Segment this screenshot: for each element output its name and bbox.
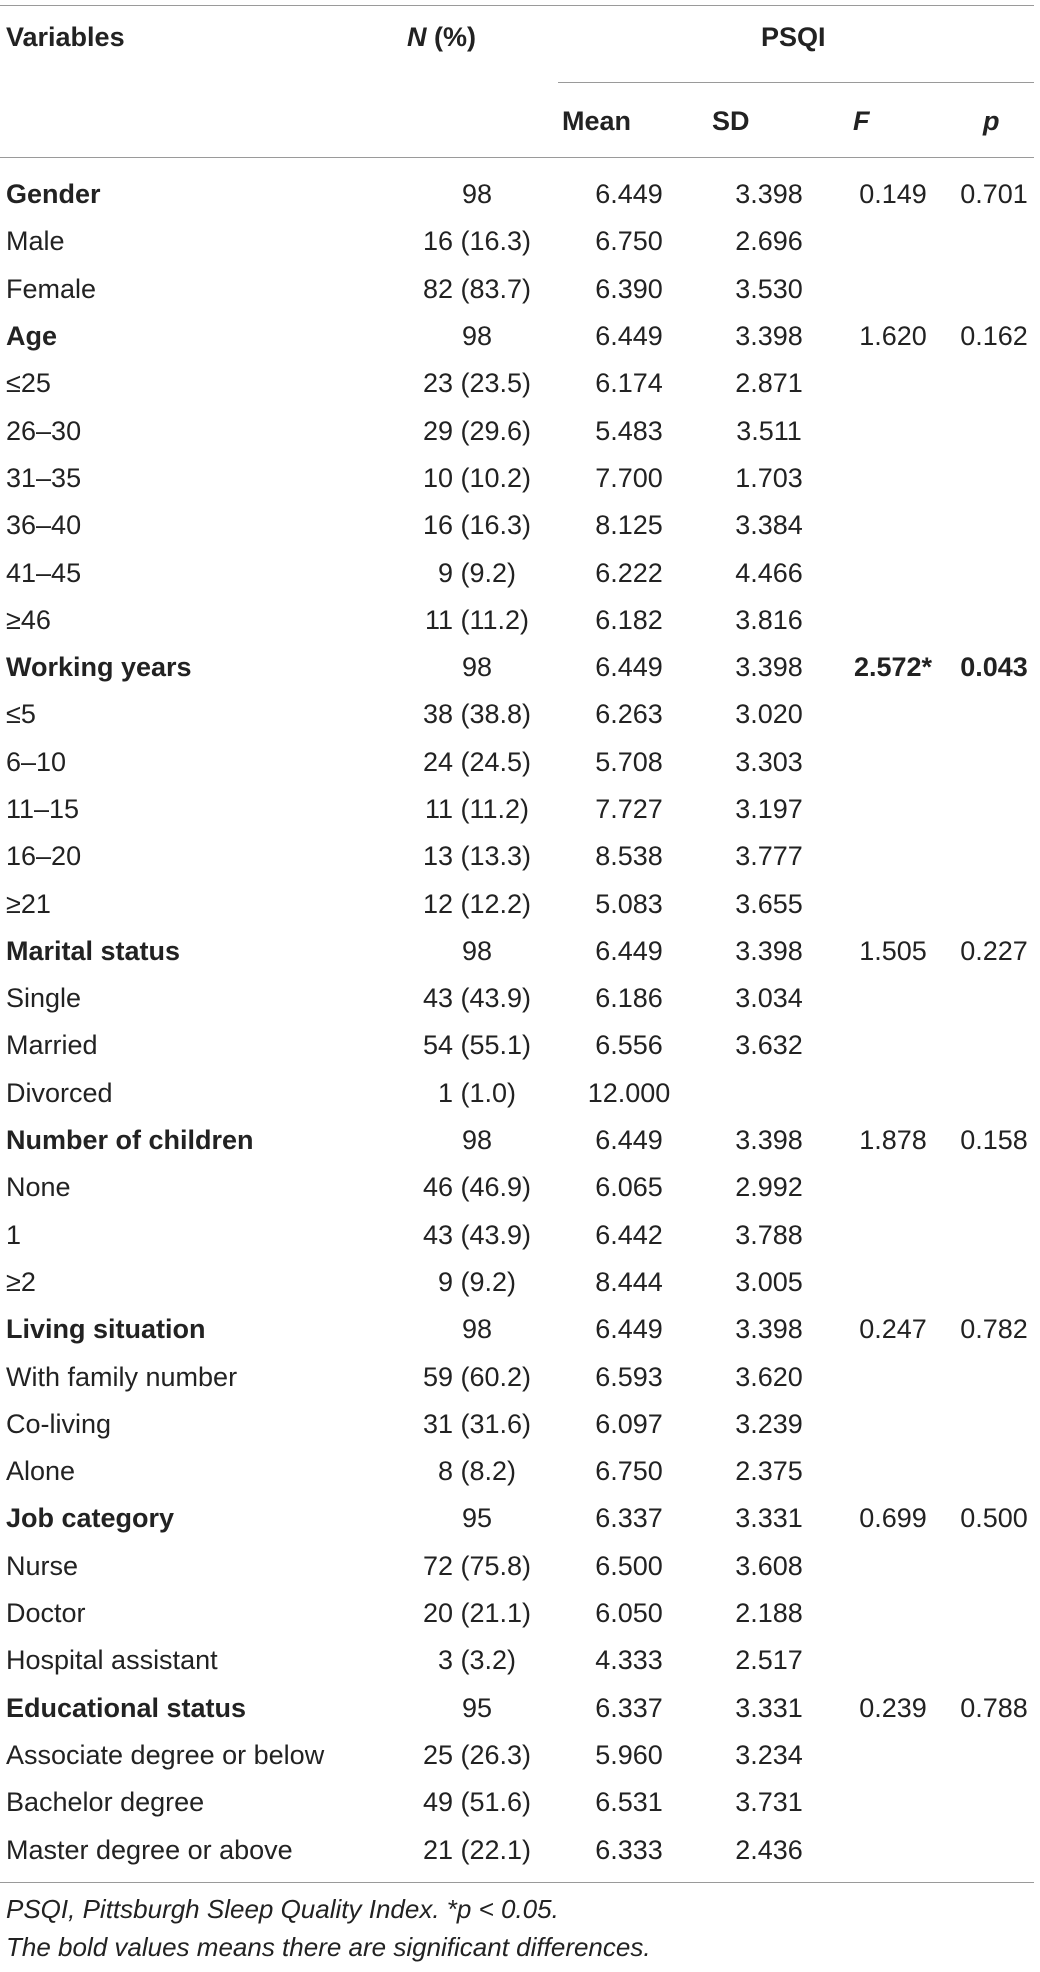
cell-p bbox=[948, 1353, 1040, 1400]
cell-f: 0.239 bbox=[859, 1692, 927, 1723]
cell-variable: Associate degree or below bbox=[6, 1739, 325, 1770]
cell-mean: 5.708 bbox=[595, 746, 663, 777]
cell-f bbox=[838, 407, 948, 454]
cell-mean: 6.449 bbox=[595, 179, 663, 210]
cell-f bbox=[838, 455, 948, 502]
cell-p bbox=[948, 597, 1040, 644]
cell-sd: 3.788 bbox=[735, 1219, 803, 1250]
cell-p: 0.227 bbox=[960, 935, 1028, 966]
cell-n-percent: 59 (60.2) bbox=[422, 1361, 532, 1392]
cell-p bbox=[948, 1637, 1040, 1684]
table-row bbox=[0, 1401, 1040, 1448]
cell-sd: 3.005 bbox=[735, 1266, 803, 1297]
cell-f bbox=[838, 1353, 948, 1400]
cell-f bbox=[838, 549, 948, 596]
cell-f: 0.247 bbox=[859, 1314, 927, 1345]
cell-variable: Age bbox=[6, 321, 58, 352]
cell-sd: 3.398 bbox=[735, 652, 803, 683]
cell-sd: 2.992 bbox=[735, 1172, 803, 1203]
cell-mean: 6.263 bbox=[595, 699, 663, 730]
cell-sd: 3.398 bbox=[735, 179, 803, 210]
cell-sd: 4.466 bbox=[735, 557, 803, 588]
cell-sd: 2.436 bbox=[735, 1834, 803, 1865]
table-row bbox=[0, 266, 1040, 313]
cell-p bbox=[948, 1164, 1040, 1211]
cell-mean: 6.750 bbox=[595, 1456, 663, 1487]
cell-mean: 6.449 bbox=[595, 935, 663, 966]
cell-mean: 6.186 bbox=[595, 983, 663, 1014]
cell-sd: 2.188 bbox=[735, 1598, 803, 1629]
cell-variable: Male bbox=[6, 226, 65, 257]
cell-mean: 8.538 bbox=[595, 841, 663, 872]
cell-p bbox=[948, 691, 1040, 738]
cell-f bbox=[838, 1401, 948, 1448]
cell-mean: 6.593 bbox=[595, 1361, 663, 1392]
cell-mean: 8.444 bbox=[595, 1266, 663, 1297]
cell-sd: 3.398 bbox=[735, 1314, 803, 1345]
cell-variable: Doctor bbox=[6, 1598, 86, 1629]
table-row bbox=[0, 549, 1040, 596]
cell-mean: 5.483 bbox=[595, 415, 663, 446]
cell-variable: 31–35 bbox=[6, 462, 82, 493]
cell-p bbox=[948, 739, 1040, 786]
table-row bbox=[0, 1590, 1040, 1637]
cell-mean: 6.222 bbox=[595, 557, 663, 588]
cell-variable: 16–20 bbox=[6, 841, 82, 872]
cell-variable: ≥21 bbox=[6, 888, 51, 919]
cell-mean: 7.700 bbox=[595, 462, 663, 493]
cell-sd: 1.703 bbox=[735, 462, 803, 493]
cell-sd: 3.234 bbox=[735, 1739, 803, 1770]
cell-f: 1.620 bbox=[859, 321, 927, 352]
cell-f bbox=[838, 691, 948, 738]
cell-mean: 7.727 bbox=[595, 794, 663, 824]
cell-p: 0.162 bbox=[960, 321, 1028, 352]
table-group-row bbox=[0, 1117, 1040, 1164]
table-row bbox=[0, 880, 1040, 927]
cell-p bbox=[948, 1448, 1040, 1495]
cell-sd: 3.632 bbox=[735, 1030, 803, 1061]
cell-n-percent: 29 (29.6) bbox=[422, 415, 532, 446]
cell-n-percent: 72 (75.8) bbox=[422, 1550, 532, 1581]
header-f: F bbox=[853, 106, 870, 136]
cell-n-percent: 98 bbox=[461, 1314, 493, 1345]
cell-n-percent: 24 (24.5) bbox=[422, 746, 532, 777]
cell-variable: Single bbox=[6, 983, 82, 1014]
cell-variable: Co-living bbox=[6, 1408, 112, 1439]
table-row bbox=[0, 1779, 1040, 1826]
cell-sd: 3.608 bbox=[735, 1550, 803, 1581]
table-group-row bbox=[0, 1306, 1040, 1353]
cell-n-percent: 10 (10.2) bbox=[422, 462, 532, 493]
cell-p bbox=[948, 975, 1040, 1022]
cell-n-percent: 8 (8.2) bbox=[437, 1456, 517, 1487]
table-row bbox=[0, 1637, 1040, 1684]
cell-n-percent: 95 bbox=[461, 1503, 493, 1534]
cell-f bbox=[838, 1779, 948, 1826]
cell-n-percent: 11 (11.2) bbox=[424, 794, 530, 824]
cell-sd: 3.620 bbox=[735, 1361, 803, 1392]
header-psqi: PSQI bbox=[761, 22, 826, 52]
cell-f bbox=[838, 1212, 948, 1259]
cell-variable: ≥2 bbox=[6, 1266, 36, 1297]
cell-n-percent: 98 bbox=[461, 321, 493, 352]
cell-f bbox=[838, 880, 948, 927]
cell-variable: Job category bbox=[6, 1503, 175, 1534]
cell-sd: 3.303 bbox=[735, 746, 803, 777]
cell-p bbox=[948, 1543, 1040, 1590]
cell-variable: 36–40 bbox=[6, 510, 82, 541]
cell-sd: 3.511 bbox=[736, 415, 802, 446]
cell-f bbox=[838, 1543, 948, 1590]
cell-variable: 26–30 bbox=[6, 415, 82, 446]
cell-mean: 6.449 bbox=[595, 1125, 663, 1156]
table-row bbox=[0, 1543, 1040, 1590]
table-row bbox=[0, 1259, 1040, 1306]
cell-mean: 6.449 bbox=[595, 321, 663, 352]
cell-n-percent: 98 bbox=[461, 652, 493, 683]
table-row bbox=[0, 455, 1040, 502]
cell-f: 0.149 bbox=[859, 179, 927, 210]
cell-f bbox=[838, 597, 948, 644]
cell-variable: Master degree or above bbox=[6, 1834, 293, 1865]
cell-f bbox=[838, 502, 948, 549]
table-group-row bbox=[0, 644, 1040, 691]
cell-mean: 6.390 bbox=[595, 273, 663, 304]
cell-variable: None bbox=[6, 1172, 71, 1203]
cell-p bbox=[948, 455, 1040, 502]
cell-variable: Alone bbox=[6, 1456, 76, 1487]
cell-mean: 6.065 bbox=[595, 1172, 663, 1203]
cell-variable: Living situation bbox=[6, 1314, 206, 1345]
cell-sd: 3.530 bbox=[735, 273, 803, 304]
cell-p bbox=[948, 1070, 1040, 1117]
cell-sd: 3.398 bbox=[735, 1125, 803, 1156]
cell-mean: 6.449 bbox=[595, 652, 663, 683]
cell-sd: 3.384 bbox=[735, 510, 803, 541]
cell-p bbox=[948, 1212, 1040, 1259]
table-bottom-rule bbox=[0, 1882, 1034, 1883]
cell-mean: 6.750 bbox=[595, 226, 663, 257]
cell-f: 1.878 bbox=[859, 1125, 927, 1156]
cell-f bbox=[838, 1732, 948, 1779]
cell-n-percent: 3 (3.2) bbox=[437, 1645, 517, 1676]
cell-f bbox=[838, 833, 948, 880]
cell-sd: 3.034 bbox=[735, 983, 803, 1014]
cell-mean: 6.097 bbox=[595, 1408, 663, 1439]
cell-mean: 6.449 bbox=[595, 1314, 663, 1345]
table-row bbox=[0, 975, 1040, 1022]
cell-sd: 3.331 bbox=[735, 1503, 803, 1534]
cell-p bbox=[948, 407, 1040, 454]
cell-p: 0.782 bbox=[960, 1314, 1028, 1345]
cell-mean: 12.000 bbox=[587, 1077, 671, 1108]
cell-n-percent: 25 (26.3) bbox=[422, 1739, 532, 1770]
cell-variable: Nurse bbox=[6, 1550, 79, 1581]
cell-n-percent: 49 (51.6) bbox=[422, 1787, 532, 1818]
table-row bbox=[0, 597, 1040, 644]
cell-n-percent: 95 bbox=[461, 1692, 493, 1723]
table-row bbox=[0, 1164, 1040, 1211]
cell-variable: ≤25 bbox=[6, 368, 51, 399]
cell-p bbox=[948, 1590, 1040, 1637]
footnote-abbreviation: PSQI, Pittsburgh Sleep Quality Index. *p < 0.05. bbox=[6, 1894, 559, 1924]
cell-variable: Female bbox=[6, 273, 97, 304]
cell-f bbox=[838, 1590, 948, 1637]
cell-sd: 2.696 bbox=[735, 226, 803, 257]
cell-mean: 5.960 bbox=[595, 1739, 663, 1770]
table-row bbox=[0, 786, 1040, 833]
cell-mean: 6.174 bbox=[595, 368, 663, 399]
cell-p bbox=[948, 1779, 1040, 1826]
cell-f bbox=[838, 1448, 948, 1495]
table-row bbox=[0, 691, 1040, 738]
cell-p bbox=[948, 880, 1040, 927]
cell-n-percent: 9 (9.2) bbox=[437, 557, 517, 588]
cell-f: 0.699 bbox=[859, 1503, 927, 1534]
table-group-row bbox=[0, 928, 1040, 975]
cell-n-percent: 98 bbox=[461, 935, 493, 966]
cell-sd: 3.398 bbox=[735, 321, 803, 352]
cell-f bbox=[838, 1637, 948, 1684]
cell-p bbox=[948, 549, 1040, 596]
cell-sd: 3.239 bbox=[735, 1408, 803, 1439]
cell-variable: Gender bbox=[6, 179, 101, 210]
cell-n-percent: 13 (13.3) bbox=[422, 841, 532, 872]
table-group-row bbox=[0, 171, 1040, 218]
cell-variable: Working years bbox=[6, 652, 192, 683]
cell-mean: 6.531 bbox=[595, 1787, 663, 1818]
cell-variable: Educational status bbox=[6, 1692, 247, 1723]
cell-f bbox=[838, 739, 948, 786]
cell-variable: Marital status bbox=[6, 935, 181, 966]
cell-variable: 41–45 bbox=[6, 557, 82, 588]
cell-mean: 6.337 bbox=[595, 1503, 663, 1534]
psqi-span-rule bbox=[558, 82, 1034, 83]
cell-p: 0.500 bbox=[960, 1503, 1028, 1534]
cell-f: 1.505 bbox=[859, 935, 927, 966]
cell-variable: ≤5 bbox=[6, 699, 36, 730]
cell-mean: 6.333 bbox=[595, 1834, 663, 1865]
cell-variable: 11–15 bbox=[6, 794, 80, 824]
cell-variable: Married bbox=[6, 1030, 98, 1061]
table-row bbox=[0, 407, 1040, 454]
cell-f bbox=[838, 975, 948, 1022]
table-group-row bbox=[0, 1495, 1040, 1542]
cell-f bbox=[838, 360, 948, 407]
header-n-letter: N bbox=[407, 22, 427, 52]
table-group-row bbox=[0, 1685, 1040, 1732]
cell-p: 0.788 bbox=[960, 1692, 1028, 1723]
table-row bbox=[0, 833, 1040, 880]
cell-f bbox=[838, 1164, 948, 1211]
cell-p: 0.158 bbox=[960, 1125, 1028, 1156]
cell-f bbox=[838, 1259, 948, 1306]
header-mean: Mean bbox=[562, 106, 632, 136]
cell-p bbox=[948, 360, 1040, 407]
cell-p bbox=[948, 1259, 1040, 1306]
cell-n-percent: 9 (9.2) bbox=[437, 1266, 517, 1297]
cell-variable: Divorced bbox=[6, 1077, 113, 1108]
cell-p bbox=[948, 833, 1040, 880]
cell-variable: With family number bbox=[6, 1361, 238, 1392]
cell-variable: ≥46 bbox=[6, 604, 51, 635]
cell-mean: 6.500 bbox=[595, 1550, 663, 1581]
table-row bbox=[0, 360, 1040, 407]
cell-n-percent: 82 (83.7) bbox=[422, 273, 532, 304]
cell-n-percent: 16 (16.3) bbox=[422, 510, 532, 541]
cell-sd: 3.731 bbox=[735, 1787, 803, 1818]
cell-n-percent: 1 (1.0) bbox=[437, 1077, 517, 1108]
cell-p bbox=[948, 1401, 1040, 1448]
cell-n-percent: 21 (22.1) bbox=[422, 1834, 532, 1865]
table-row bbox=[0, 1022, 1040, 1069]
cell-mean: 4.333 bbox=[595, 1645, 663, 1676]
cell-mean: 5.083 bbox=[595, 888, 663, 919]
table-row bbox=[0, 1826, 1040, 1873]
cell-variable: 1 bbox=[6, 1219, 22, 1250]
cell-f bbox=[838, 786, 948, 833]
cell-sd: 3.197 bbox=[735, 794, 803, 824]
cell-sd: 3.777 bbox=[735, 841, 803, 872]
cell-f: 2.572* bbox=[853, 652, 933, 683]
cell-sd: 2.871 bbox=[735, 368, 803, 399]
header-p: p bbox=[983, 106, 1000, 136]
cell-variable: Number of children bbox=[6, 1125, 254, 1156]
table-row bbox=[0, 1353, 1040, 1400]
cell-sd bbox=[700, 1070, 838, 1117]
footnote-bold-values: The bold values means there are significant differences. bbox=[6, 1932, 651, 1962]
cell-n-percent: 54 (55.1) bbox=[422, 1030, 532, 1061]
cell-f bbox=[838, 218, 948, 265]
table-top-rule bbox=[0, 5, 1034, 6]
cell-n-percent: 43 (43.9) bbox=[422, 1219, 532, 1250]
header-n-percent: N (%) bbox=[407, 22, 476, 52]
cell-mean: 6.337 bbox=[595, 1692, 663, 1723]
cell-mean: 6.050 bbox=[595, 1598, 663, 1629]
cell-sd: 2.517 bbox=[735, 1645, 803, 1676]
table-row bbox=[0, 739, 1040, 786]
cell-n-percent: 43 (43.9) bbox=[422, 983, 532, 1014]
cell-sd: 3.331 bbox=[735, 1692, 803, 1723]
cell-p bbox=[948, 786, 1040, 833]
cell-mean: 6.182 bbox=[595, 604, 663, 635]
cell-n-percent: 46 (46.9) bbox=[422, 1172, 532, 1203]
cell-n-percent: 98 bbox=[461, 179, 493, 210]
cell-p bbox=[948, 218, 1040, 265]
cell-sd: 3.816 bbox=[735, 604, 803, 635]
table-row bbox=[0, 1212, 1040, 1259]
table-row bbox=[0, 1732, 1040, 1779]
cell-p bbox=[948, 1826, 1040, 1873]
cell-mean: 6.442 bbox=[595, 1219, 663, 1250]
cell-n-percent: 98 bbox=[461, 1125, 493, 1156]
cell-sd: 3.398 bbox=[735, 935, 803, 966]
cell-p bbox=[948, 266, 1040, 313]
table-row bbox=[0, 1070, 1040, 1117]
cell-sd: 2.375 bbox=[735, 1456, 803, 1487]
cell-sd: 3.655 bbox=[735, 888, 803, 919]
cell-p bbox=[948, 1022, 1040, 1069]
cell-variable: Bachelor degree bbox=[6, 1787, 205, 1818]
cell-p: 0.701 bbox=[960, 179, 1028, 210]
cell-p bbox=[948, 502, 1040, 549]
cell-f bbox=[838, 1826, 948, 1873]
header-bottom-rule bbox=[0, 157, 1034, 158]
header-variables: Variables bbox=[6, 22, 125, 52]
table-body bbox=[0, 171, 1040, 1874]
cell-mean: 8.125 bbox=[595, 510, 663, 541]
table-group-row bbox=[0, 313, 1040, 360]
cell-p: 0.043 bbox=[960, 652, 1028, 683]
cell-n-percent: 16 (16.3) bbox=[422, 226, 532, 257]
header-sd: SD bbox=[712, 106, 750, 136]
cell-mean: 6.556 bbox=[595, 1030, 663, 1061]
cell-n-percent: 12 (12.2) bbox=[422, 888, 532, 919]
cell-p bbox=[948, 1732, 1040, 1779]
table-row bbox=[0, 218, 1040, 265]
cell-sd: 3.020 bbox=[735, 699, 803, 730]
cell-n-percent: 23 (23.5) bbox=[422, 368, 532, 399]
cell-n-percent: 11 (11.2) bbox=[424, 604, 530, 635]
cell-n-percent: 38 (38.8) bbox=[422, 699, 532, 730]
cell-f bbox=[838, 1070, 948, 1117]
cell-f bbox=[838, 1022, 948, 1069]
cell-n-percent: 31 (31.6) bbox=[422, 1408, 532, 1439]
cell-f bbox=[838, 266, 948, 313]
table-row bbox=[0, 502, 1040, 549]
cell-variable: 6–10 bbox=[6, 746, 67, 777]
table-row bbox=[0, 1448, 1040, 1495]
cell-n-percent: 20 (21.1) bbox=[422, 1598, 532, 1629]
cell-variable: Hospital assistant bbox=[6, 1645, 218, 1676]
